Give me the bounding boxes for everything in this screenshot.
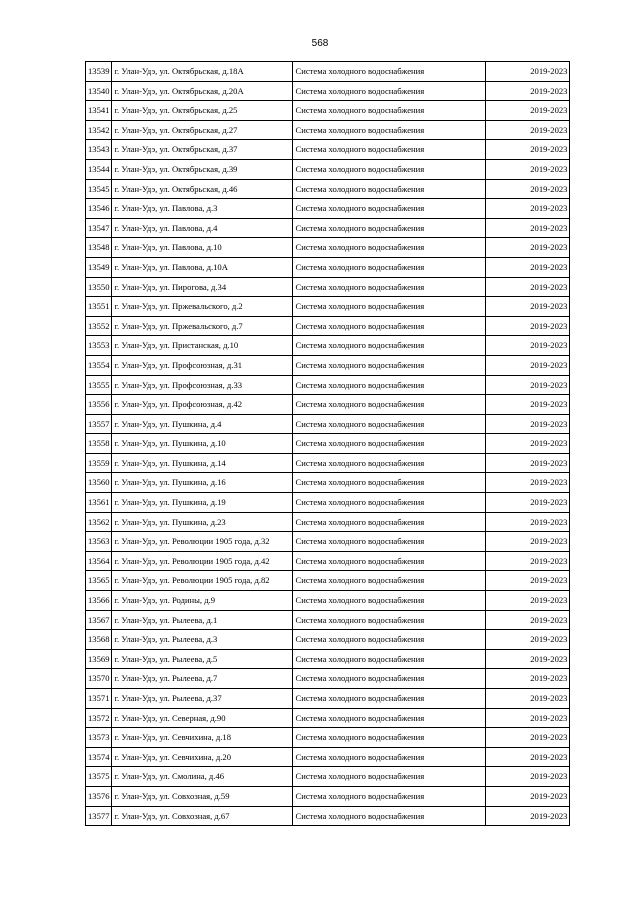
address-cell: г. Улан-Удэ, ул. Профсоюзная, д.31 [112, 355, 293, 375]
address-cell: г. Улан-Удэ, ул. Октябрьская, д.37 [112, 140, 293, 160]
period-cell: 2019-2023 [486, 316, 570, 336]
table-row [86, 316, 570, 336]
system-cell: Система холодного водоснабжения [293, 669, 486, 689]
table-row [86, 767, 570, 787]
table-row [86, 101, 570, 121]
system-cell: Система холодного водоснабжения [293, 120, 486, 140]
system-cell: Система холодного водоснабжения [293, 708, 486, 728]
table-row [86, 62, 570, 82]
period-cell: 2019-2023 [486, 728, 570, 748]
system-cell: Система холодного водоснабжения [293, 728, 486, 748]
system-cell: Система холодного водоснабжения [293, 238, 486, 258]
table-row [86, 453, 570, 473]
table-row [86, 159, 570, 179]
row-number-cell: 13542 [86, 120, 112, 140]
system-cell: Система холодного водоснабжения [293, 689, 486, 709]
system-cell: Система холодного водоснабжения [293, 375, 486, 395]
period-cell: 2019-2023 [486, 218, 570, 238]
table-row [86, 434, 570, 454]
row-number-cell: 13544 [86, 159, 112, 179]
period-cell: 2019-2023 [486, 453, 570, 473]
row-number-cell: 13565 [86, 571, 112, 591]
period-cell: 2019-2023 [486, 277, 570, 297]
table-row [86, 551, 570, 571]
system-cell: Система холодного водоснабжения [293, 81, 486, 101]
row-number-cell: 13549 [86, 257, 112, 277]
address-cell: г. Улан-Удэ, ул. Пржевальского, д.7 [112, 316, 293, 336]
period-cell: 2019-2023 [486, 689, 570, 709]
period-cell: 2019-2023 [486, 375, 570, 395]
system-cell: Система холодного водоснабжения [293, 395, 486, 415]
system-cell: Система холодного водоснабжения [293, 199, 486, 219]
table-row [86, 375, 570, 395]
row-number-cell: 13554 [86, 355, 112, 375]
period-cell: 2019-2023 [486, 159, 570, 179]
address-cell: г. Улан-Удэ, ул. Павлова, д.4 [112, 218, 293, 238]
row-number-cell: 13548 [86, 238, 112, 258]
address-cell: г. Улан-Удэ, ул. Октябрьская, д.20А [112, 81, 293, 101]
system-cell: Система холодного водоснабжения [293, 297, 486, 317]
address-cell: г. Улан-Удэ, ул. Пржевальского, д.2 [112, 297, 293, 317]
period-cell: 2019-2023 [486, 336, 570, 356]
row-number-cell: 13545 [86, 179, 112, 199]
row-number-cell: 13574 [86, 747, 112, 767]
registry-table [85, 61, 570, 826]
row-number-cell: 13577 [86, 806, 112, 826]
table-row [86, 786, 570, 806]
address-cell: г. Улан-Удэ, ул. Октябрьская, д.27 [112, 120, 293, 140]
address-cell: г. Улан-Удэ, ул. Пристанская, д.10 [112, 336, 293, 356]
address-cell: г. Улан-Удэ, ул. Пирогова, д.34 [112, 277, 293, 297]
address-cell: г. Улан-Удэ, ул. Октябрьская, д.18А [112, 62, 293, 82]
row-number-cell: 13559 [86, 453, 112, 473]
table-row [86, 414, 570, 434]
table-row [86, 610, 570, 630]
system-cell: Система холодного водоснабжения [293, 414, 486, 434]
table-row [86, 355, 570, 375]
system-cell: Система холодного водоснабжения [293, 767, 486, 787]
row-number-cell: 13573 [86, 728, 112, 748]
address-cell: г. Улан-Удэ, ул. Пушкина, д.10 [112, 434, 293, 454]
system-cell: Система холодного водоснабжения [293, 62, 486, 82]
table-row [86, 179, 570, 199]
period-cell: 2019-2023 [486, 708, 570, 728]
system-cell: Система холодного водоснабжения [293, 473, 486, 493]
address-cell: г. Улан-Удэ, ул. Пушкина, д.23 [112, 512, 293, 532]
system-cell: Система холодного водоснабжения [293, 140, 486, 160]
system-cell: Система холодного водоснабжения [293, 257, 486, 277]
address-cell: г. Улан-Удэ, ул. Павлова, д.3 [112, 199, 293, 219]
address-cell: г. Улан-Удэ, ул. Революции 1905 года, д.42 [112, 551, 293, 571]
address-cell: г. Улан-Удэ, ул. Октябрьская, д.25 [112, 101, 293, 121]
period-cell: 2019-2023 [486, 649, 570, 669]
address-cell: г. Улан-Удэ, ул. Пушкина, д.19 [112, 493, 293, 513]
system-cell: Система холодного водоснабжения [293, 786, 486, 806]
address-cell: г. Улан-Удэ, ул. Революции 1905 года, д.32 [112, 532, 293, 552]
address-cell: г. Улан-Удэ, ул. Рылеева, д.1 [112, 610, 293, 630]
row-number-cell: 13566 [86, 591, 112, 611]
address-cell: г. Улан-Удэ, ул. Рылеева, д.37 [112, 689, 293, 709]
table-row [86, 395, 570, 415]
row-number-cell: 13557 [86, 414, 112, 434]
period-cell: 2019-2023 [486, 767, 570, 787]
table-row [86, 591, 570, 611]
period-cell: 2019-2023 [486, 120, 570, 140]
period-cell: 2019-2023 [486, 747, 570, 767]
system-cell: Система холодного водоснабжения [293, 101, 486, 121]
system-cell: Система холодного водоснабжения [293, 591, 486, 611]
period-cell: 2019-2023 [486, 610, 570, 630]
row-number-cell: 13555 [86, 375, 112, 395]
address-cell: г. Улан-Удэ, ул. Рылеева, д.5 [112, 649, 293, 669]
system-cell: Система холодного водоснабжения [293, 434, 486, 454]
table-row [86, 708, 570, 728]
system-cell: Система холодного водоснабжения [293, 747, 486, 767]
address-cell: г. Улан-Удэ, ул. Совхозная, д.59 [112, 786, 293, 806]
system-cell: Система холодного водоснабжения [293, 630, 486, 650]
system-cell: Система холодного водоснабжения [293, 316, 486, 336]
table-row [86, 257, 570, 277]
address-cell: г. Улан-Удэ, ул. Рылеева, д.7 [112, 669, 293, 689]
system-cell: Система холодного водоснабжения [293, 453, 486, 473]
row-number-cell: 13561 [86, 493, 112, 513]
row-number-cell: 13562 [86, 512, 112, 532]
table-row [86, 140, 570, 160]
period-cell: 2019-2023 [486, 257, 570, 277]
address-cell: г. Улан-Удэ, ул. Севчихина, д.20 [112, 747, 293, 767]
period-cell: 2019-2023 [486, 806, 570, 826]
address-cell: г. Улан-Удэ, ул. Профсоюзная, д.42 [112, 395, 293, 415]
row-number-cell: 13550 [86, 277, 112, 297]
table-row [86, 120, 570, 140]
row-number-cell: 13558 [86, 434, 112, 454]
table-row [86, 473, 570, 493]
address-cell: г. Улан-Удэ, ул. Профсоюзная, д.33 [112, 375, 293, 395]
table-row [86, 571, 570, 591]
row-number-cell: 13541 [86, 101, 112, 121]
system-cell: Система холодного водоснабжения [293, 649, 486, 669]
period-cell: 2019-2023 [486, 140, 570, 160]
system-cell: Система холодного водоснабжения [293, 571, 486, 591]
address-cell: г. Улан-Удэ, ул. Октябрьская, д.46 [112, 179, 293, 199]
period-cell: 2019-2023 [486, 238, 570, 258]
row-number-cell: 13553 [86, 336, 112, 356]
row-number-cell: 13540 [86, 81, 112, 101]
table-row [86, 806, 570, 826]
period-cell: 2019-2023 [486, 297, 570, 317]
address-cell: г. Улан-Удэ, ул. Павлова, д.10А [112, 257, 293, 277]
period-cell: 2019-2023 [486, 571, 570, 591]
row-number-cell: 13568 [86, 630, 112, 650]
row-number-cell: 13575 [86, 767, 112, 787]
system-cell: Система холодного водоснабжения [293, 512, 486, 532]
table-row [86, 728, 570, 748]
period-cell: 2019-2023 [486, 532, 570, 552]
row-number-cell: 13570 [86, 669, 112, 689]
table-row [86, 493, 570, 513]
period-cell: 2019-2023 [486, 199, 570, 219]
period-cell: 2019-2023 [486, 355, 570, 375]
table-row [86, 199, 570, 219]
row-number-cell: 13572 [86, 708, 112, 728]
table-row [86, 689, 570, 709]
row-number-cell: 13571 [86, 689, 112, 709]
address-cell: г. Улан-Удэ, ул. Рылеева, д.3 [112, 630, 293, 650]
period-cell: 2019-2023 [486, 630, 570, 650]
address-cell: г. Улан-Удэ, ул. Пушкина, д.4 [112, 414, 293, 434]
period-cell: 2019-2023 [486, 179, 570, 199]
address-cell: г. Улан-Удэ, ул. Северная, д.90 [112, 708, 293, 728]
row-number-cell: 13576 [86, 786, 112, 806]
row-number-cell: 13567 [86, 610, 112, 630]
table-row [86, 238, 570, 258]
table-row [86, 81, 570, 101]
period-cell: 2019-2023 [486, 473, 570, 493]
address-cell: г. Улан-Удэ, ул. Смолина, д.46 [112, 767, 293, 787]
row-number-cell: 13546 [86, 199, 112, 219]
address-cell: г. Улан-Удэ, ул. Севчихина, д.18 [112, 728, 293, 748]
period-cell: 2019-2023 [486, 62, 570, 82]
table-row [86, 630, 570, 650]
system-cell: Система холодного водоснабжения [293, 179, 486, 199]
period-cell: 2019-2023 [486, 101, 570, 121]
system-cell: Система холодного водоснабжения [293, 610, 486, 630]
row-number-cell: 13551 [86, 297, 112, 317]
table-row [86, 512, 570, 532]
address-cell: г. Улан-Удэ, ул. Революции 1905 года, д.82 [112, 571, 293, 591]
table-row [86, 218, 570, 238]
row-number-cell: 13539 [86, 62, 112, 82]
row-number-cell: 13569 [86, 649, 112, 669]
registry-table-body [86, 62, 570, 826]
table-row [86, 336, 570, 356]
row-number-cell: 13556 [86, 395, 112, 415]
period-cell: 2019-2023 [486, 434, 570, 454]
period-cell: 2019-2023 [486, 395, 570, 415]
system-cell: Система холодного водоснабжения [293, 159, 486, 179]
table-row [86, 297, 570, 317]
table-row [86, 277, 570, 297]
row-number-cell: 13564 [86, 551, 112, 571]
table-row [86, 669, 570, 689]
system-cell: Система холодного водоснабжения [293, 532, 486, 552]
address-cell: г. Улан-Удэ, ул. Совхозная, д.67 [112, 806, 293, 826]
system-cell: Система холодного водоснабжения [293, 806, 486, 826]
address-cell: г. Улан-Удэ, ул. Павлова, д.10 [112, 238, 293, 258]
address-cell: г. Улан-Удэ, ул. Пушкина, д.14 [112, 453, 293, 473]
period-cell: 2019-2023 [486, 551, 570, 571]
period-cell: 2019-2023 [486, 512, 570, 532]
table-row [86, 532, 570, 552]
address-cell: г. Улан-Удэ, ул. Родины, д.9 [112, 591, 293, 611]
row-number-cell: 13547 [86, 218, 112, 238]
row-number-cell: 13543 [86, 140, 112, 160]
period-cell: 2019-2023 [486, 81, 570, 101]
system-cell: Система холодного водоснабжения [293, 218, 486, 238]
address-cell: г. Улан-Удэ, ул. Пушкина, д.16 [112, 473, 293, 493]
row-number-cell: 13552 [86, 316, 112, 336]
period-cell: 2019-2023 [486, 786, 570, 806]
period-cell: 2019-2023 [486, 591, 570, 611]
row-number-cell: 13560 [86, 473, 112, 493]
page-number: 568 [311, 38, 329, 49]
period-cell: 2019-2023 [486, 669, 570, 689]
system-cell: Система холодного водоснабжения [293, 551, 486, 571]
row-number-cell: 13563 [86, 532, 112, 552]
system-cell: Система холодного водоснабжения [293, 336, 486, 356]
table-row [86, 649, 570, 669]
system-cell: Система холодного водоснабжения [293, 355, 486, 375]
period-cell: 2019-2023 [486, 414, 570, 434]
address-cell: г. Улан-Удэ, ул. Октябрьская, д.39 [112, 159, 293, 179]
table-row [86, 747, 570, 767]
system-cell: Система холодного водоснабжения [293, 493, 486, 513]
period-cell: 2019-2023 [486, 493, 570, 513]
system-cell: Система холодного водоснабжения [293, 277, 486, 297]
